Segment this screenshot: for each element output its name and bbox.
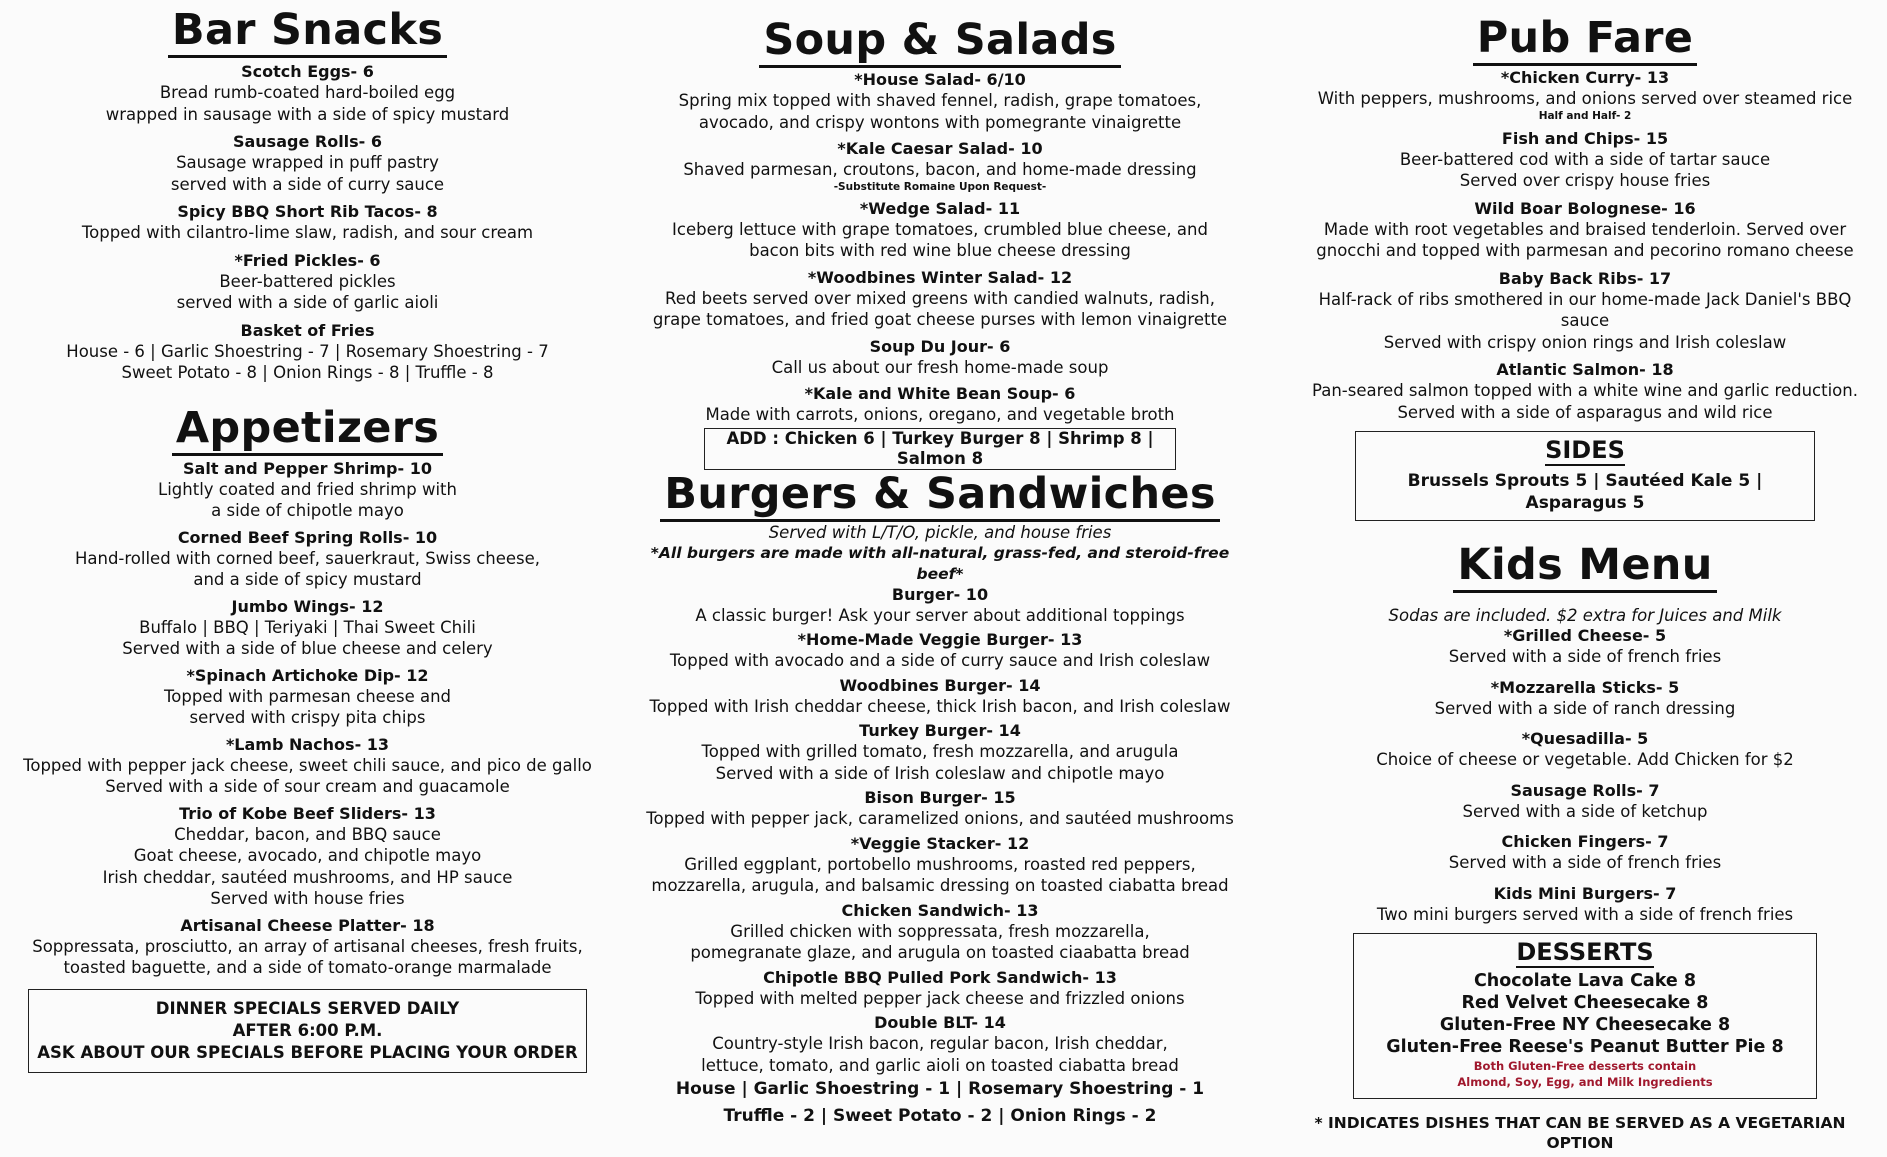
vegetarian-footnote: * INDICATES DISHES THAT CAN BE SERVED AS A VEGETARIAN OPTION <box>1314 1114 1846 1152</box>
right-column <box>1295 6 1875 1153</box>
menu-item-description: Grilled chicken with soppressata, fresh mozzarella, <box>730 921 1150 941</box>
menu-item-description: gnocchi and topped with parmesan and pecorino romano cheese <box>1316 241 1854 260</box>
menu-item-description: Beer-battered pickles <box>219 271 396 291</box>
menu-item-name: Sausage Rolls- 6 <box>232 132 383 151</box>
pub-fare-list <box>1295 68 1875 423</box>
menu-item-name: Soup Du Jour- 6 <box>869 336 1011 356</box>
menu-item-description: Sausage wrapped in puff pastry <box>176 153 439 172</box>
menu-item-description: Sweet Potato - 8 | Onion Rings - 8 | Truffle - 8 <box>121 363 494 382</box>
menu-item <box>640 788 1240 830</box>
menu-item-name: Atlantic Salmon- 18 <box>1496 360 1674 379</box>
sides-title: SIDES <box>1545 436 1625 464</box>
menu-item-name: Woodbines Burger- 14 <box>839 675 1041 695</box>
menu-item <box>640 70 1240 133</box>
menu-item-name: Basket of Fries <box>240 320 375 340</box>
menu-item-description: Made with root vegetables and braised tenderloin. Served over <box>1323 219 1847 239</box>
menu-item-description: and a side of spicy mustard <box>193 570 422 589</box>
burgers-title: Burgers & Sandwiches <box>660 470 1219 522</box>
menu-item-name: *Kale Caesar Salad- 10 <box>837 139 1043 158</box>
menu-item-name: *Fried Pickles- 6 <box>234 250 381 270</box>
appetizers-title: Appetizers <box>172 404 443 456</box>
menu-item <box>1295 884 1875 926</box>
menu-item-description: Topped with pepper jack, caramelized onions, and sautéed mushrooms <box>646 809 1234 828</box>
menu-item-description: Topped with pepper jack cheese, sweet chili sauce, and pico de gallo <box>23 755 592 775</box>
menu-item-description: Grilled eggplant, portobello mushrooms, roasted red peppers, <box>684 854 1196 874</box>
sides-box <box>1355 431 1815 521</box>
menu-item-description: With peppers, mushrooms, and onions served over steamed rice <box>1317 89 1853 108</box>
menu-item-name: Scotch Eggs- 6 <box>241 62 374 81</box>
dessert-item: Chocolate Lava Cake 8 <box>1473 971 1697 991</box>
menu-item <box>1295 832 1875 874</box>
middle-column <box>640 6 1240 1130</box>
menu-item-name: Jumbo Wings- 12 <box>231 596 384 616</box>
menu-item <box>20 916 595 979</box>
menu-item-name: Sausage Rolls- 7 <box>1510 780 1660 800</box>
menu-item-description: wrapped in sausage with a side of spicy mustard <box>105 104 510 124</box>
menu-item <box>20 597 595 660</box>
menu-item-name: Baby Back Ribs- 17 <box>1498 268 1672 288</box>
menu-item-description: Served over crispy house fries <box>1459 171 1711 190</box>
menu-item-name: *Lamb Nachos- 13 <box>225 734 390 754</box>
menu-item-description: Topped with grilled tomato, fresh mozzarella, and arugula <box>701 742 1179 761</box>
menu-item <box>640 585 1240 627</box>
menu-item-name: Artisanal Cheese Platter- 18 <box>180 915 435 935</box>
menu-item <box>640 139 1240 193</box>
menu-item-description: Country-style Irish bacon, regular bacon, Irish cheddar, <box>712 1034 1168 1053</box>
menu-item-description: grape tomatoes, and fried goat cheese purses with lemon vinaigrette <box>652 310 1228 329</box>
menu-item-description: served with crispy pita chips <box>189 708 426 727</box>
menu-item <box>640 384 1240 426</box>
menu-item-name: Burger- 10 <box>891 584 989 604</box>
menu-item <box>640 337 1240 379</box>
menu-item <box>1295 68 1875 122</box>
menu-item-name: *Wedge Salad- 11 <box>859 198 1021 218</box>
menu-item <box>640 968 1240 1010</box>
add-protein-line: ADD : Chicken 6 | Turkey Burger 8 | Shrimp 8 | Salmon 8 <box>726 428 1154 468</box>
menu-item-description: Goat cheese, avocado, and chipotle mayo <box>133 846 482 865</box>
menu-item-name: *Woodbines Winter Salad- 12 <box>807 267 1073 287</box>
menu-item <box>1295 129 1875 192</box>
menu-item-description: mozzarella, arugula, and balsamic dressing on toasted ciabatta bread <box>651 876 1229 895</box>
menu-item-name: *Veggie Stacker- 12 <box>850 833 1030 853</box>
menu-item <box>640 676 1240 718</box>
menu-item-description: Half-rack of ribs smothered in our home-made Jack Daniel's BBQ sauce <box>1318 289 1852 330</box>
menu-item-name: Fish and Chips- 15 <box>1501 128 1669 148</box>
menu-item <box>1295 729 1875 771</box>
menu-item-description: Hand-rolled with corned beef, sauerkraut, Swiss cheese, <box>74 548 541 568</box>
menu-item <box>640 268 1240 331</box>
menu-item-name: Corned Beef Spring Rolls- 10 <box>177 527 438 547</box>
menu-item <box>640 834 1240 897</box>
menu-item <box>20 251 595 314</box>
desserts-box <box>1353 933 1817 1099</box>
menu-item-description: a side of chipotle mayo <box>211 501 404 520</box>
menu-item <box>640 721 1240 784</box>
menu-item-description: Choice of cheese or vegetable. Add Chicken for $2 <box>1376 750 1794 769</box>
specials-line: ASK ABOUT OUR SPECIALS BEFORE PLACING YOUR ORDER <box>37 1042 578 1062</box>
menu-item <box>20 132 595 195</box>
menu-item-description: Red beets served over mixed greens with candied walnuts, radish, <box>665 288 1215 308</box>
menu-item-description: Topped with avocado and a side of curry sauce and Irish coleslaw <box>669 651 1211 670</box>
menu-item <box>20 459 595 522</box>
fries-upgrade-line: Truffle - 2 | Sweet Potato - 2 | Onion Rings - 2 <box>723 1106 1157 1126</box>
menu-item-name: Trio of Kobe Beef Sliders- 13 <box>179 803 436 823</box>
menu-item-name: *Mozzarella Sticks- 5 <box>1490 677 1680 697</box>
menu-item <box>1295 781 1875 823</box>
menu-item-description: Served with a side of Irish coleslaw and chipotle mayo <box>715 763 1165 783</box>
menu-item-note: Half and Half- 2 <box>1538 109 1632 122</box>
menu-item-name: Wild Boar Bolognese- 16 <box>1474 198 1696 218</box>
menu-item-description: Spring mix topped with shaved fennel, radish, grape tomatoes, <box>678 91 1202 110</box>
desserts-title: DESSERTS <box>1516 938 1654 966</box>
menu-item-name: *House Salad- 6/10 <box>854 70 1026 89</box>
menu-item <box>20 735 595 798</box>
menu-item-description: Served with a side of asparagus and wild rice <box>1397 402 1773 422</box>
menu-item-description: Served with a side of ketchup <box>1462 801 1708 821</box>
menu-item-description: House - 6 | Garlic Shoestring - 7 | Rosemary Shoestring - 7 <box>66 341 549 361</box>
menu-item-description: Served with crispy onion rings and Irish coleslaw <box>1383 332 1787 352</box>
menu-item <box>1295 678 1875 720</box>
soup-salads-list <box>640 70 1240 426</box>
menu-item <box>640 1013 1240 1076</box>
soup-salads-title: Soup & Salads <box>759 16 1120 68</box>
menu-item-description: pomegranate glaze, and arugula on toasted ciaabatta bread <box>690 943 1190 962</box>
menu-item-description: Served with a side of french fries <box>1448 853 1722 872</box>
bar-snacks-list <box>20 62 595 384</box>
menu-item-name: *Kale and White Bean Soup- 6 <box>804 384 1076 403</box>
menu-item-description: Topped with melted pepper jack cheese and frizzled onions <box>695 988 1185 1008</box>
menu-item <box>20 62 595 125</box>
desserts-list <box>1354 970 1816 1058</box>
menu-item-description: Served with a side of ranch dressing <box>1434 698 1736 718</box>
menu-item <box>20 528 595 591</box>
menu-item <box>640 199 1240 262</box>
burgers-subtitle: Served with L/T/O, pickle, and house fries <box>768 522 1112 542</box>
kids-subtitle: Sodas are included. $2 extra for Juices and Milk <box>1388 606 1782 625</box>
menu-item-name: Bison Burger- 15 <box>864 788 1016 807</box>
menu-item-name: Kids Mini Burgers- 7 <box>1493 883 1677 903</box>
menu-item-description: Lightly coated and fried shrimp with <box>158 479 457 499</box>
dessert-item: Gluten-Free Reese's Peanut Butter Pie 8 <box>1386 1037 1784 1057</box>
appetizers-list <box>20 459 595 979</box>
menu-item-description: Shaved parmesan, croutons, bacon, and home-made dressing <box>683 160 1197 179</box>
menu-item-description: Served with a side of french fries <box>1448 647 1722 666</box>
kids-menu-list <box>1295 626 1875 925</box>
kids-menu-title: Kids Menu <box>1453 541 1716 593</box>
menu-item-description: A classic burger! Ask your server about additional toppings <box>695 605 1185 625</box>
menu-item <box>1295 360 1875 423</box>
fries-upgrade-line: House | Garlic Shoestring - 1 | Rosemary Shoestring - 1 <box>675 1079 1205 1099</box>
burgers-beef-note: *All burgers are made with all-natural, grass-fed, and steroid-free beef* <box>650 543 1230 583</box>
menu-item-description: avocado, and crispy wontons with pomegrante vinaigrette <box>698 112 1182 132</box>
menu-item-name: *Home-Made Veggie Burger- 13 <box>797 630 1083 649</box>
burgers-list <box>640 585 1240 1077</box>
menu-item-description: Iceberg lettuce with grape tomatoes, crumbled blue cheese, and <box>672 219 1208 239</box>
menu-item <box>20 321 595 384</box>
menu-item <box>640 630 1240 672</box>
menu-item <box>20 202 595 244</box>
menu-item-description: Served with house fries <box>210 889 405 908</box>
menu-item <box>640 901 1240 964</box>
menu-item-description: Call us about our fresh home-made soup <box>771 357 1109 377</box>
specials-line: DINNER SPECIALS SERVED DAILY <box>155 998 460 1018</box>
menu-item <box>20 804 595 910</box>
menu-item-name: *Grilled Cheese- 5 <box>1503 626 1667 645</box>
pub-fare-title: Pub Fare <box>1473 14 1698 66</box>
menu-item-description: Buffalo | BBQ | Teriyaki | Thai Sweet Chili <box>139 617 476 637</box>
menu-item-description: bacon bits with red wine blue cheese dressing <box>749 241 1131 260</box>
menu-item-name: *Chicken Curry- 13 <box>1500 68 1670 87</box>
menu-item-description: Made with carrots, onions, oregano, and vegetable broth <box>705 405 1175 424</box>
specials-line: AFTER 6:00 P.M. <box>232 1020 383 1040</box>
menu-item-description: Cheddar, bacon, and BBQ sauce <box>174 824 441 844</box>
menu-item-description: Soppressata, prosciutto, an array of artisanal cheeses, fresh fruits, <box>32 936 583 956</box>
menu-item <box>1295 199 1875 262</box>
menu-item-description: Beer-battered cod with a side of tartar sauce <box>1399 149 1771 169</box>
menu-item-description: Two mini burgers served with a side of french fries <box>1376 904 1794 924</box>
menu-item-description: Topped with Irish cheddar cheese, thick Irish bacon, and Irish coleslaw <box>649 696 1231 716</box>
menu-item-name: Double BLT- 14 <box>874 1013 1006 1032</box>
menu-item-name: Chipotle BBQ Pulled Pork Sandwich- 13 <box>763 967 1117 987</box>
menu-item-description: lettuce, tomato, and garlic aioli on toasted ciabatta bread <box>701 1055 1179 1075</box>
menu-item-description: Served with a side of sour cream and guacamole <box>105 777 510 796</box>
sides-line: Brussels Sprouts 5 | Sautéed Kale 5 | Asparagus 5 <box>1407 471 1763 513</box>
menu-item <box>1295 269 1875 354</box>
left-column <box>20 6 595 1073</box>
menu-item-name: *Spinach Artichoke Dip- 12 <box>186 665 429 685</box>
menu-item-name: Chicken Fingers- 7 <box>1501 832 1669 851</box>
dessert-item: Red Velvet Cheesecake 8 <box>1461 993 1709 1013</box>
menu-item-name: Turkey Burger- 14 <box>859 721 1021 740</box>
menu-item-description: Topped with parmesan cheese and <box>163 686 452 706</box>
menu-item-description: Served with a side of blue cheese and celery <box>122 639 493 658</box>
bar-snacks-title: Bar Snacks <box>168 6 447 58</box>
menu-item-note: -Substitute Romaine Upon Request- <box>833 180 1047 193</box>
menu-item-name: Salt and Pepper Shrimp- 10 <box>183 458 432 478</box>
menu-item-description: Bread rumb-coated hard-boiled egg <box>159 83 456 102</box>
menu-item <box>1295 626 1875 668</box>
desserts-allergen-note: Both Gluten-Free desserts contain <box>1473 1059 1697 1073</box>
menu-item-name: *Quesadilla- 5 <box>1521 729 1649 748</box>
menu-item-description: Pan-seared salmon topped with a white wine and garlic reduction. <box>1312 381 1858 400</box>
dessert-item: Gluten-Free NY Cheesecake 8 <box>1439 1015 1731 1035</box>
specials-box <box>28 989 587 1073</box>
menu-item-description: served with a side of curry sauce <box>170 174 445 194</box>
desserts-allergen-note: Almond, Soy, Egg, and Milk Ingredients <box>1457 1075 1713 1089</box>
add-protein-box <box>704 428 1176 470</box>
menu-item-name: Chicken Sandwich- 13 <box>841 900 1039 920</box>
menu-item-description: Topped with cilantro-lime slaw, radish, and sour cream <box>81 223 534 242</box>
menu-item-description: toasted baguette, and a side of tomato-orange marmalade <box>63 958 552 977</box>
menu-item <box>20 666 595 729</box>
menu-item-description: Irish cheddar, sautéed mushrooms, and HP sauce <box>102 867 513 887</box>
menu-item-description: served with a side of garlic aioli <box>176 293 439 312</box>
menu-item-name: Spicy BBQ Short Rib Tacos- 8 <box>177 202 438 221</box>
